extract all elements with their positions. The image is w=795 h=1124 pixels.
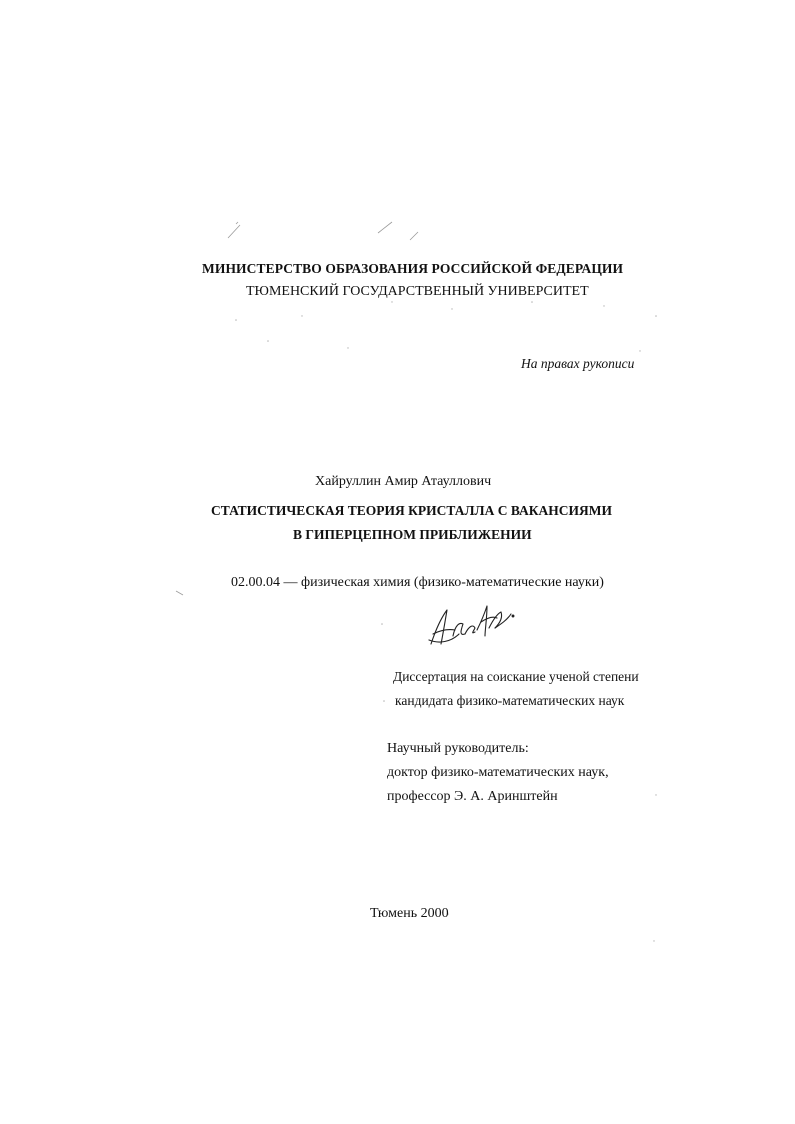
ministry-heading: МИНИСТЕРСТВО ОБРАЗОВАНИЯ РОССИЙСКОЙ ФЕДЕРАЦИИ [202, 261, 624, 276]
supervisor-name: профессор Э. А. Аринштейн [387, 789, 558, 804]
rights-note: На правах рукописи [521, 356, 635, 371]
supervisor-label: Научный руководитель: [387, 741, 529, 756]
dissertation-degree-line-2: кандидата физико-математических наук [395, 693, 625, 708]
supervisor-degree: доктор физико-математических наук, [387, 765, 609, 780]
city-year: Тюмень 2000 [370, 906, 449, 921]
university-name: ТЮМЕНСКИЙ ГОСУДАРСТВЕННЫЙ УНИВЕРСИТЕТ [246, 284, 589, 299]
dissertation-degree-line-1: Диссертация на соискание ученой степени [393, 669, 639, 684]
thesis-title-line-1: СТАТИСТИЧЕСКАЯ ТЕОРИЯ КРИСТАЛЛА С ВАКАНСИЯМИ [211, 503, 613, 518]
specialty-code: 02.00.04 — физическая химия (физико-математические науки) [231, 575, 604, 590]
author-name: Хайруллин Амир Атауллович [315, 474, 492, 489]
thesis-title-line-2: В ГИПЕРЦЕПНОМ ПРИБЛИЖЕНИИ [293, 527, 532, 542]
handwritten-signature-icon [425, 600, 525, 650]
